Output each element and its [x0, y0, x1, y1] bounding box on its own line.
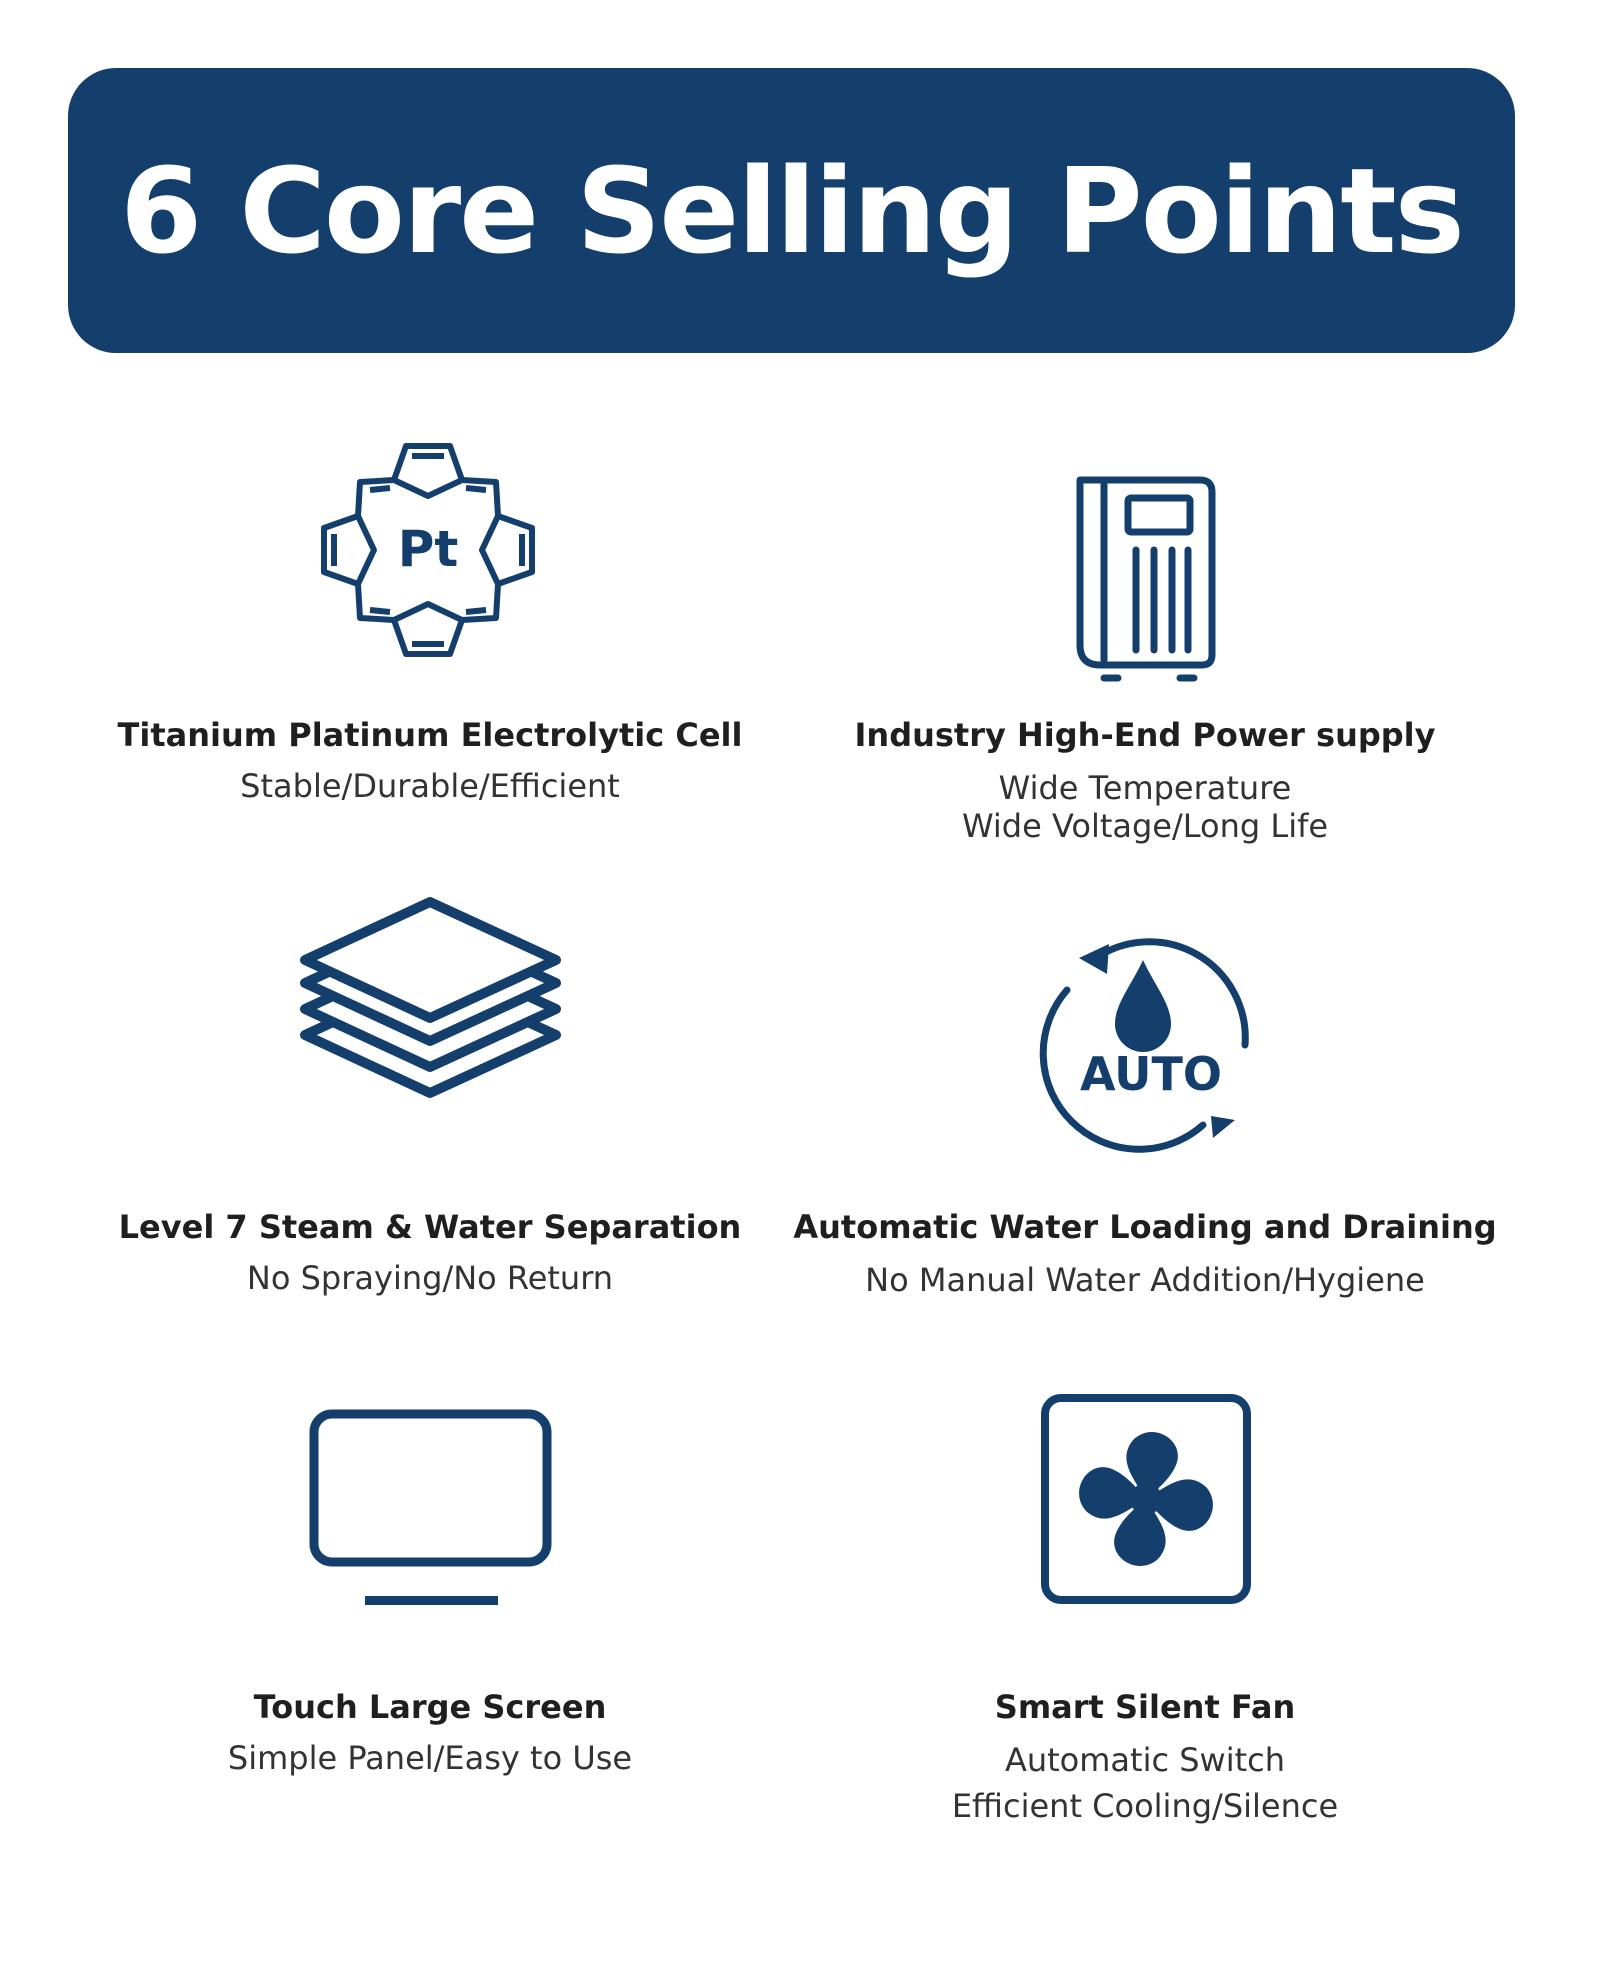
feature-1: [70, 715, 790, 805]
auto-label: AUTO: [1079, 1047, 1223, 1101]
feature-5: [70, 1687, 790, 1777]
feature-line: No Manual Water Addition/Hygiene: [865, 1261, 1425, 1299]
feature-title: Industry High-End Power supply: [854, 716, 1436, 754]
page-title: 6 Core Selling Points: [120, 141, 1463, 280]
auto-water-drop-icon: [1035, 930, 1255, 1140]
feature-6: [785, 1687, 1505, 1825]
feature-title: Smart Silent Fan: [994, 1688, 1296, 1726]
feature-line: Automatic Switch: [1004, 1741, 1286, 1779]
feature-line: Stable/Durable/Efficient: [240, 767, 620, 805]
pt-label: Pt: [397, 520, 459, 578]
layered-plates-icon: [298, 898, 563, 1158]
feature-line: Wide Temperature: [998, 769, 1292, 807]
power-supply-cabinet-icon: [1070, 470, 1220, 685]
feature-title: Touch Large Screen: [253, 1688, 607, 1726]
feature-3: [70, 1207, 790, 1297]
header-banner: [68, 68, 1515, 353]
platinum-molecule-icon: [318, 440, 538, 660]
feature-line: Wide Voltage/Long Life: [961, 807, 1329, 845]
monitor-screen-icon: [308, 1408, 553, 1608]
feature-title: Level 7 Steam & Water Separation: [118, 1208, 742, 1246]
feature-line: No Spraying/No Return: [246, 1259, 614, 1297]
fan-icon: [1040, 1393, 1252, 1605]
feature-line: Efficient Cooling/Silence: [951, 1787, 1339, 1825]
feature-2: [785, 715, 1505, 845]
feature-line: Simple Panel/Easy to Use: [227, 1739, 633, 1777]
feature-title: Automatic Water Loading and Draining: [793, 1208, 1497, 1246]
feature-4: [785, 1207, 1505, 1299]
feature-title: Titanium Platinum Electrolytic Cell: [117, 716, 743, 754]
